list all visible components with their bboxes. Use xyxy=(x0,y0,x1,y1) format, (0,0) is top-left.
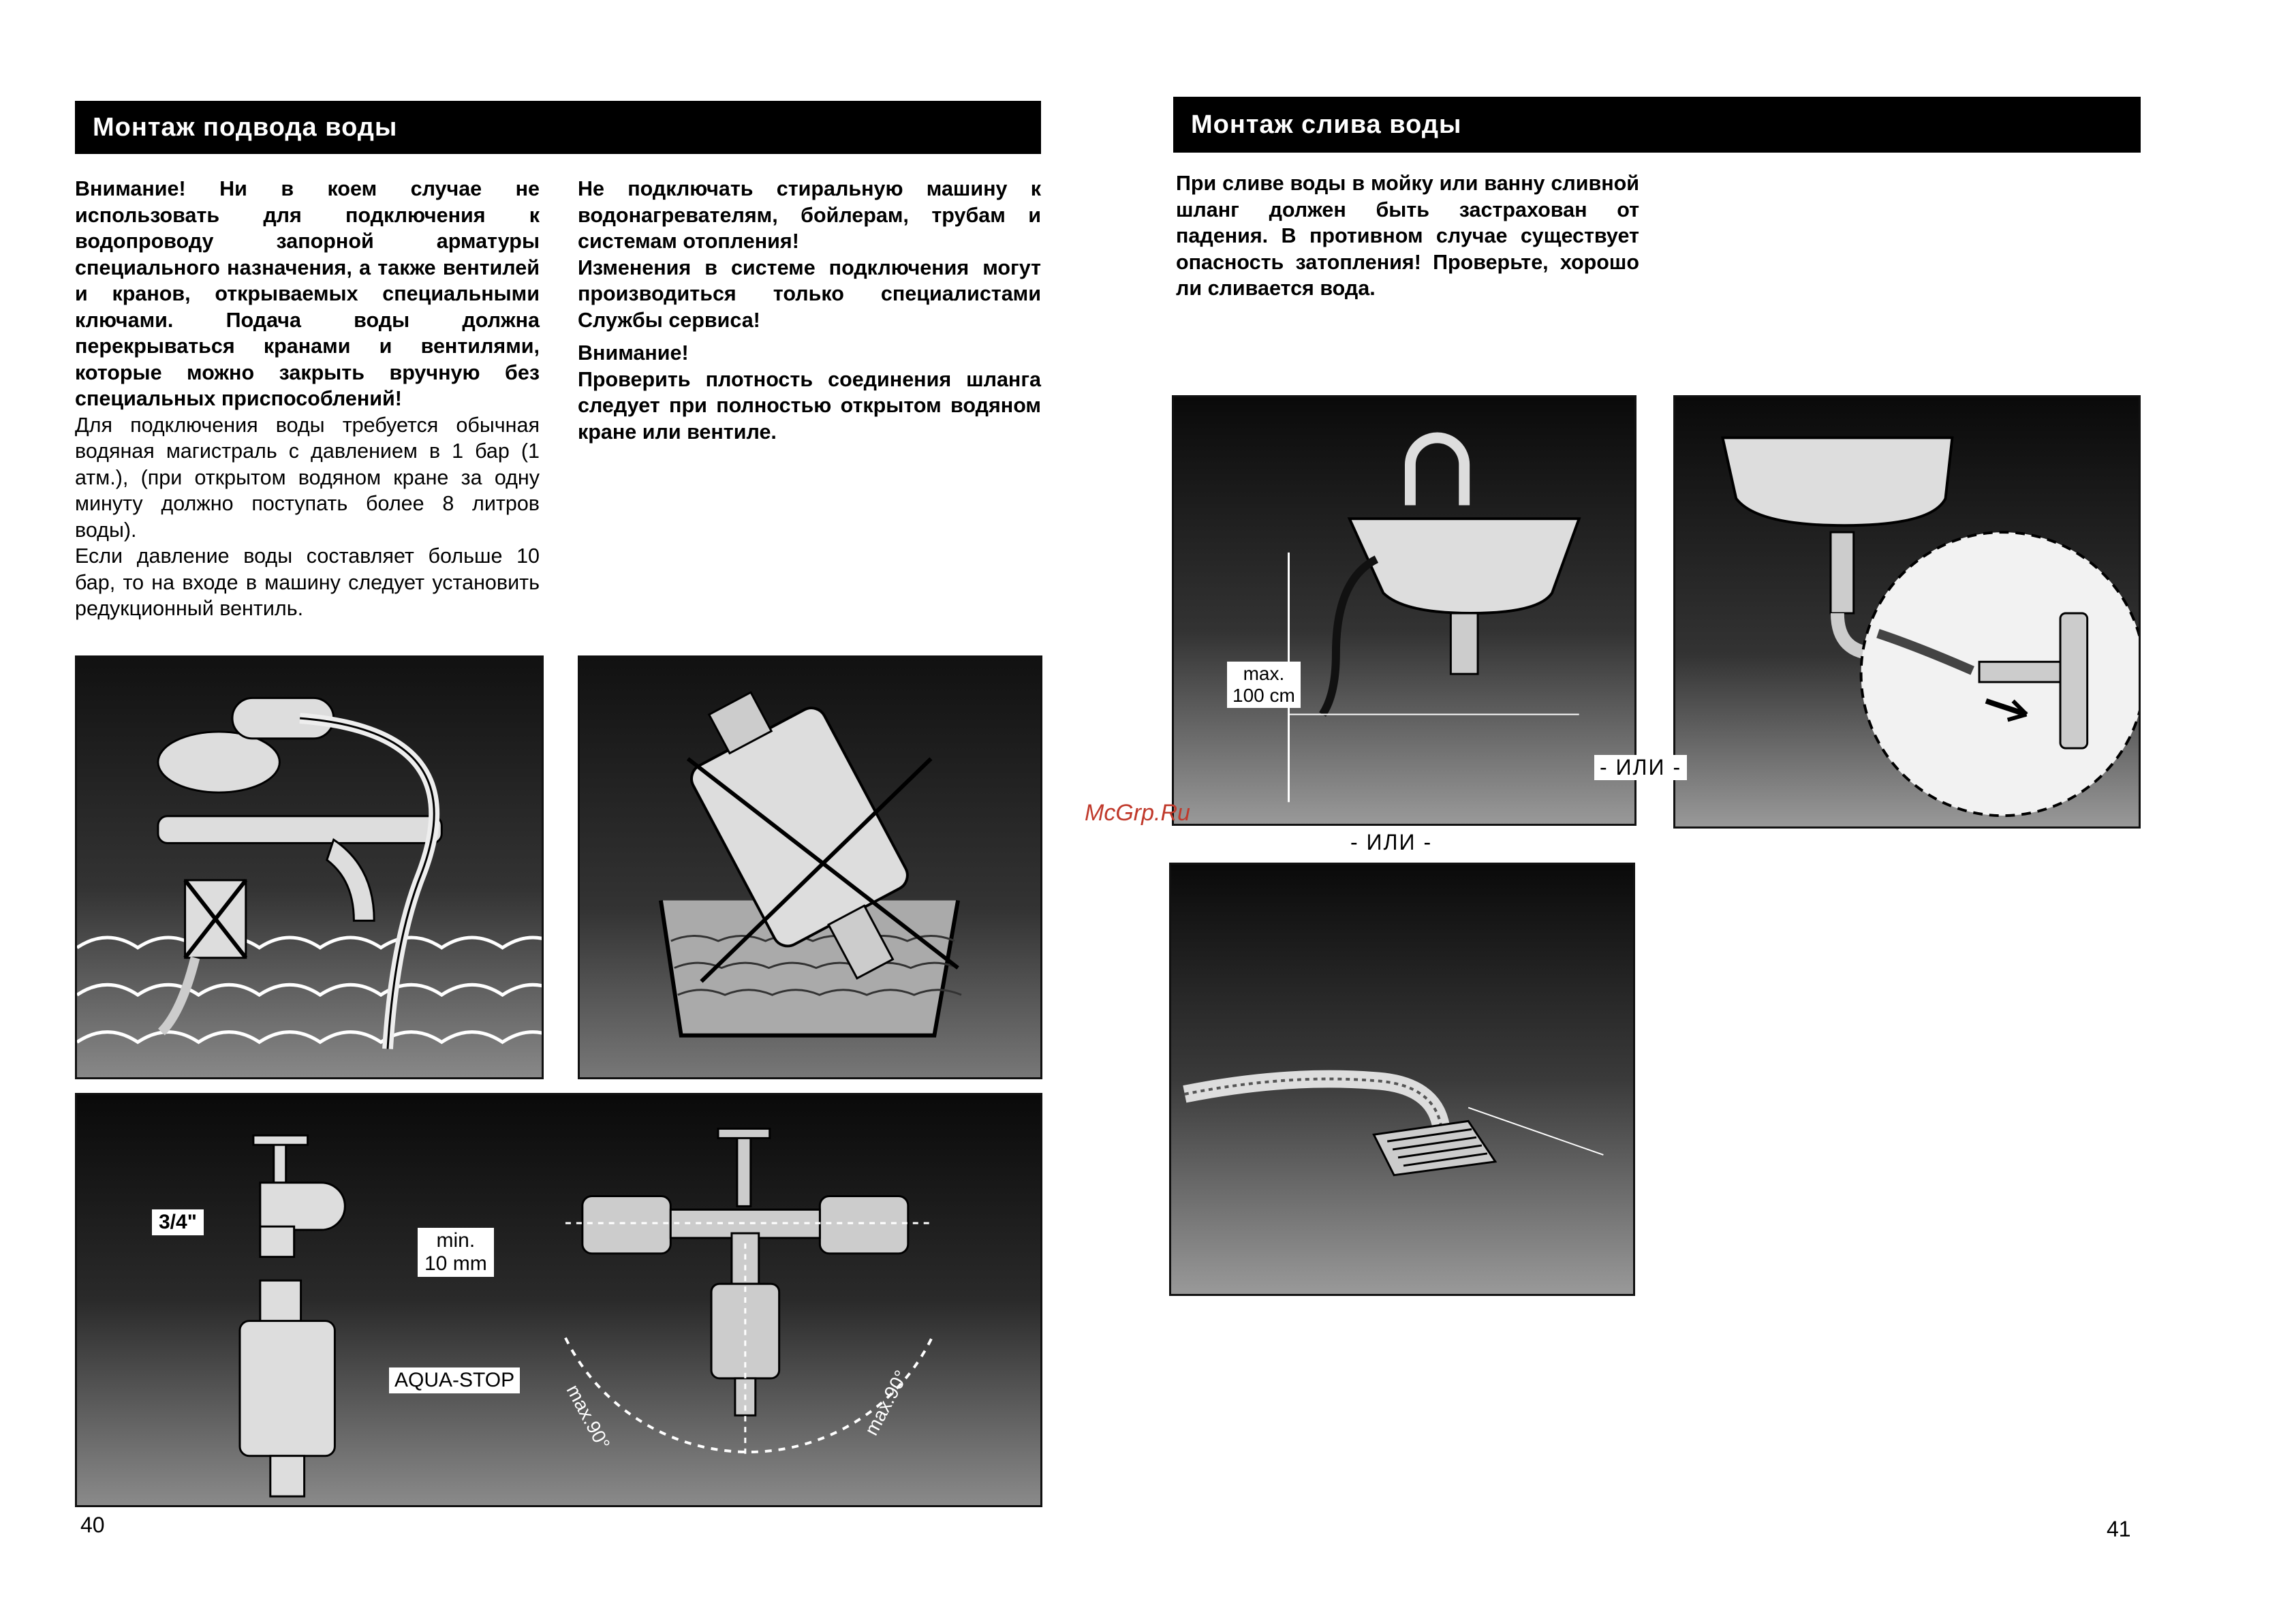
connection-aquastop-illustration xyxy=(75,1093,1042,1507)
attention-heading: Внимание! xyxy=(578,341,689,365)
reducer-paragraph: Если давление воды составляет больше 10 бар, то на входе в машину следует установить редукционный вентиль. xyxy=(75,544,540,620)
min-gap-label-line1: min. xyxy=(436,1229,476,1252)
angle-right-label: max.90° xyxy=(860,1367,912,1439)
tightness-paragraph: Проверить плотность соединения шланга следует при полностью открытом водяном кране или вентиле. xyxy=(578,367,1041,444)
floor-drain-illustration xyxy=(1169,863,1635,1296)
max-height-label xyxy=(1227,662,1301,708)
no-heater-paragraph: Не подключать стиральную машину к водонагревателям, бойлерам, трубам и системам отопления! xyxy=(578,177,1041,253)
min-gap-label xyxy=(418,1228,494,1277)
pressure-paragraph: Для подключения воды требуется обычная водяная магистраль с давлением в 1 бар (1 атм.), (при открытом водяном кране за одну минуту должно поступать более 8 литров воды). xyxy=(75,413,540,542)
aquastop-label: AQUA-STOP xyxy=(389,1367,520,1393)
bath-faucet-illustration xyxy=(75,655,544,1079)
attention-paragraph: Внимание! Ни в коем случае не использовать для подключения к водопроводу запорной арматуры специального назначения, а также вентилей и кранов, открываемых специальными ключами. Подача воды должна перекрываться кранами и вентилями, которые можно закрыть вручную без специальных приспособлений! xyxy=(75,177,540,410)
watermark: McGrp.Ru xyxy=(1085,800,1190,826)
or-separator-2: - ИЛИ - xyxy=(1345,830,1438,855)
service-paragraph: Изменения в системе подключения могут производиться только специалистами Службы сервиса! xyxy=(578,256,1041,332)
left-col1-text xyxy=(75,176,540,622)
or-separator-1: - ИЛИ - xyxy=(1594,755,1687,780)
left-section-header: Монтаж подвода воды xyxy=(75,101,1041,154)
right-page-number: 41 xyxy=(2107,1517,2131,1541)
drain-text: При сливе воды в мойку или ванну сливной шланг должен быть застрахован от падения. В противном случае существует опасность затопления! Проверьте, хорошо ли сливается вода. xyxy=(1176,172,1639,300)
max-height-label-line1: max. xyxy=(1243,663,1285,684)
left-page-number: 40 xyxy=(80,1513,105,1537)
right-section-header: Монтаж слива воды xyxy=(1173,97,2141,153)
min-gap-label-line2: 10 mm xyxy=(424,1252,487,1275)
size-label: 3/4" xyxy=(152,1209,204,1235)
max-height-label-line2: 100 cm xyxy=(1232,685,1295,706)
siphon-drain-illustration xyxy=(1673,395,2141,829)
sink-drain-illustration xyxy=(1172,395,1636,826)
left-col2-text xyxy=(578,176,1041,445)
water-heater-illustration xyxy=(578,655,1042,1079)
angle-left-label: max.90° xyxy=(562,1381,615,1453)
